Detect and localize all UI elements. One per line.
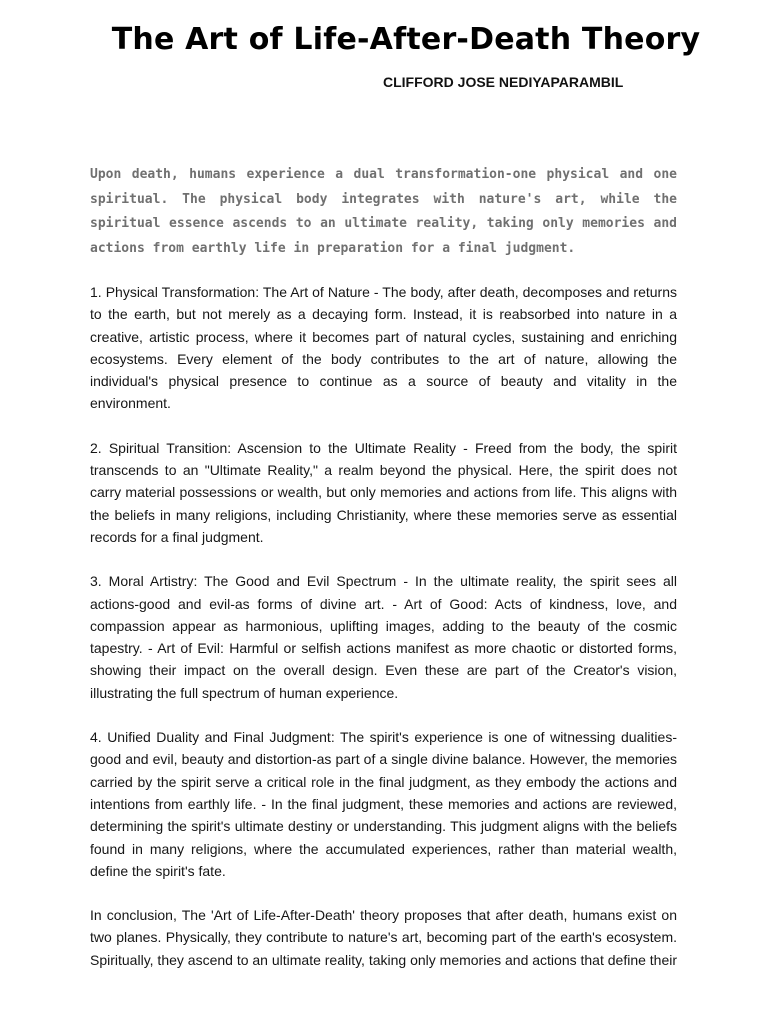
document-body [90, 163, 677, 993]
paragraph-unified-duality: 4. Unified Duality and Final Judgment: The spirit's experience is one of witnessing dualities-good and evil, beauty and distortion-as part of a single divine balance. However, the memories carried by the spirit serve a critical role in the final judgment, as they embody the actions and intentions from earthly life. - In the final judgment, these memories and actions are reviewed, determining the spirit's ultimate destiny or understanding. This judgment aligns with the beliefs found in many religions, where the accumulated experiences, rather than material wealth, define the spirit's fate. [90, 729, 677, 879]
author-name: CLIFFORD JOSE NEDIYAPARAMBIL [383, 74, 624, 90]
document-title: The Art of Life-After-Death Theory [111, 22, 701, 57]
paragraph-spiritual-transition: 2. Spiritual Transition: Ascension to the Ultimate Reality - Freed from the body, the spirit transcends to an "Ultimate Reality," a realm beyond the physical. Here, the spirit does not carry material possessions or wealth, but only memories and actions from life. This aligns with the beliefs in many religions, including Christianity, where these memories serve as essential records for a final judgment. [90, 439, 677, 545]
abstract-paragraph: Upon death, humans experience a dual transformation-one physical and one spiritual. The physical body integrates with nature's art, while the spiritual essence ascends to an ultimate reality, taking only memories and actions from earthly life in preparation for a final judgment. [90, 167, 677, 256]
paragraph-moral-artistry: 3. Moral Artistry: The Good and Evil Spectrum - In the ultimate reality, the spirit sees all actions-good and evil-as forms of divine art. - Art of Good: Acts of kindness, love, and compassion appear as harmonious, uplifting images, adding to the beauty of the cosmic tapestry. - Art of Evil: Harmful or selfish actions manifest as more chaotic or distorted forms, showing their impact on the overall design. Even these are part of the Creator's vision, illustrating the full spectrum of human experience. [90, 573, 677, 701]
paragraph-conclusion: In conclusion, The 'Art of Life-After-Death' theory proposes that after death, humans exist on two planes. Physically, they contribute to nature's art, becoming part of the earth's ecosystem. Spiritually, they ascend to an ultimate reality, taking only memories and actions that define their [90, 907, 678, 968]
paragraph-physical-transformation: 1. Physical Transformation: The Art of Nature - The body, after death, decomposes and returns to the earth, but not merely as a decaying form. Instead, it is reabsorbed into nature in a creative, artistic process, where it becomes part of natural cycles, sustaining and enriching ecosystems. Every element of the body contributes to the art of nature, allowing the individual's physical presence to continue as a source of beauty and vitality in the environment. [90, 284, 677, 412]
